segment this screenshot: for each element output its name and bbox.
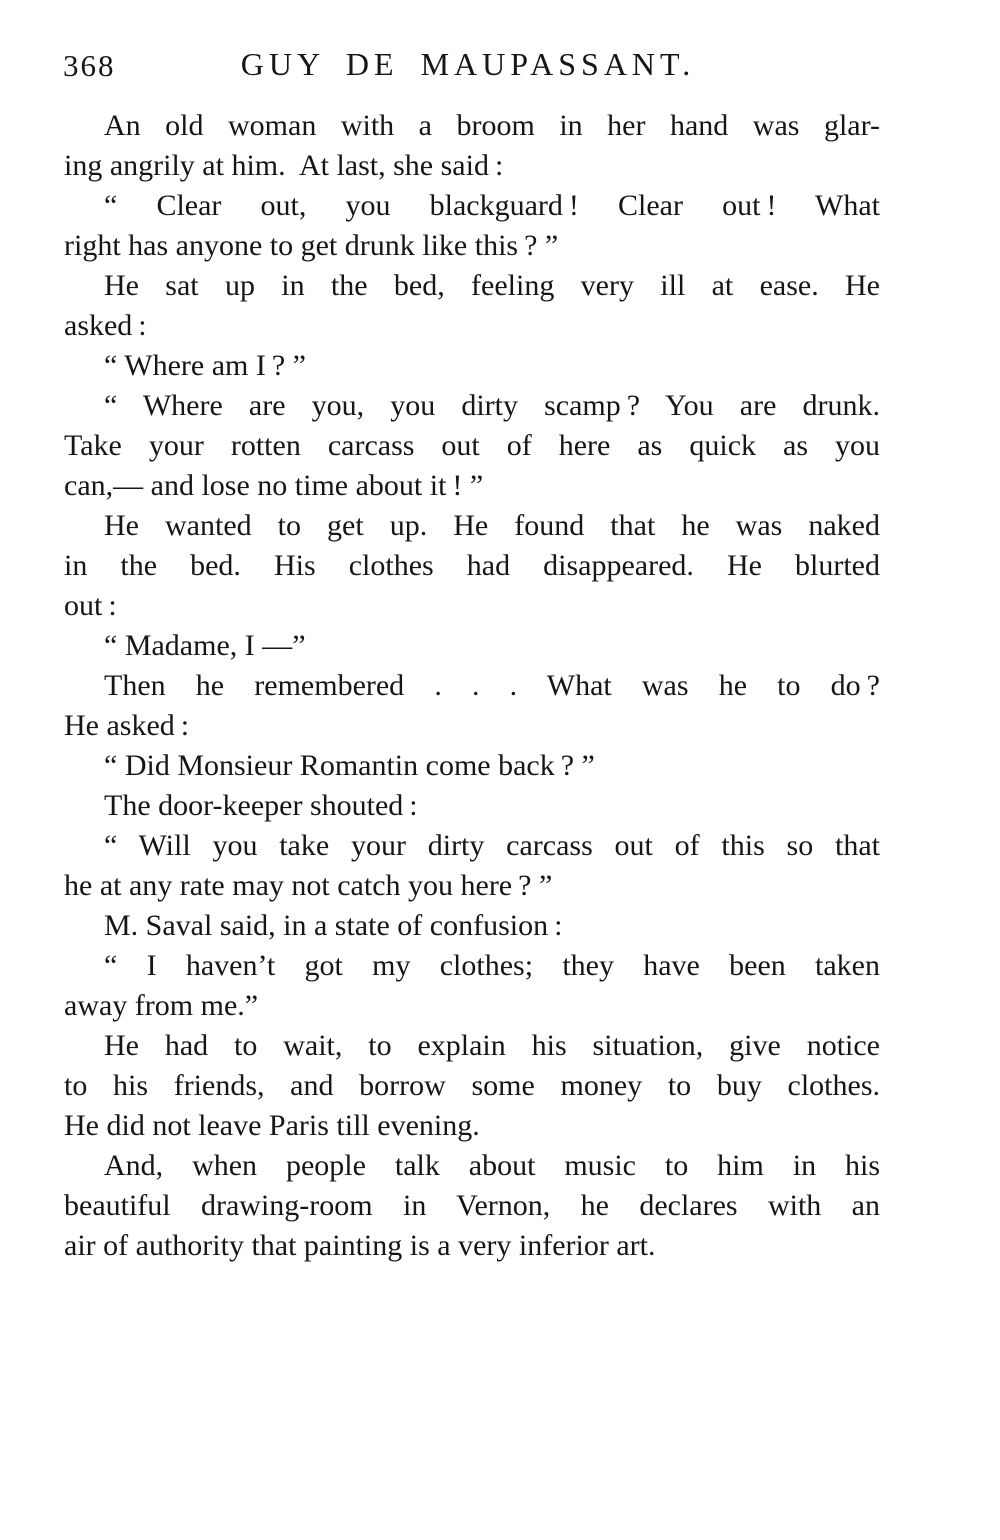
- text-line: Take your rotten carcass out of here as quick as you: [64, 429, 880, 462]
- paragraph: [64, 1146, 880, 1266]
- text-line: right has anyone to get drunk like this ? ”: [64, 229, 559, 262]
- paragraph: [64, 346, 880, 386]
- page-number: 368: [63, 48, 116, 83]
- text-line: The door-keeper shouted :: [104, 789, 418, 822]
- running-title: GUY DE MAUPASSANT.: [240, 46, 696, 82]
- text-line: air of authority that painting is a very inferior art.: [64, 1229, 656, 1262]
- text-line: “ Did Monsieur Romantin come back ? ”: [104, 749, 595, 782]
- paragraph: [64, 506, 880, 626]
- text-line: “ I haven’t got my clothes; they have been taken: [104, 949, 880, 982]
- text-line: And, when people talk about music to him in his: [104, 1149, 880, 1182]
- paragraph: [64, 106, 880, 186]
- paragraph: [64, 746, 880, 786]
- paragraph: [64, 186, 880, 266]
- text-line: Then he remembered . . . What was he to do ?: [104, 669, 880, 702]
- text-line: M. Saval said, in a state of confusion :: [104, 909, 563, 942]
- paragraph: [64, 626, 880, 666]
- text-line: away from me.”: [64, 989, 259, 1022]
- paragraph: [64, 666, 880, 746]
- text-line: “ Where am I ? ”: [104, 349, 306, 382]
- paragraph: [64, 1026, 880, 1146]
- text-line: An old woman with a broom in her hand was glar-: [104, 109, 880, 142]
- text-line: He sat up in the bed, feeling very ill at ease. He: [104, 269, 880, 302]
- paragraph: [64, 946, 880, 1026]
- paragraph: [64, 826, 880, 906]
- paragraph: [64, 786, 880, 826]
- text-line: asked :: [64, 309, 147, 342]
- body-text: [64, 106, 880, 1266]
- text-line: He did not leave Paris till evening.: [64, 1109, 480, 1142]
- text-line: ing angrily at him. At last, she said :: [64, 149, 504, 182]
- text-line: out :: [64, 589, 117, 622]
- text-line: in the bed. His clothes had disappeared. He blurted: [64, 549, 880, 582]
- text-line: to his friends, and borrow some money to buy clothes.: [64, 1069, 880, 1102]
- text-line: “ Where are you, you dirty scamp ? You are drunk.: [104, 389, 880, 422]
- text-line: He asked :: [64, 709, 190, 742]
- text-line: “ Clear out, you blackguard ! Clear out ! What: [104, 189, 880, 222]
- text-line: can,— and lose no time about it ! ”: [64, 469, 484, 502]
- paragraph: [64, 266, 880, 346]
- paragraph: [64, 386, 880, 506]
- text-line: “ Will you take your dirty carcass out of this so that: [104, 829, 880, 862]
- running-head: [0, 46, 936, 90]
- text-line: “ Madame, I —”: [104, 629, 306, 662]
- text-line: beautiful drawing-room in Vernon, he declares with an: [64, 1189, 880, 1222]
- paragraph: [64, 906, 880, 946]
- text-line: He had to wait, to explain his situation, give notice: [104, 1029, 880, 1062]
- text-line: He wanted to get up. He found that he was naked: [104, 509, 880, 542]
- text-line: he at any rate may not catch you here ? ”: [64, 869, 553, 902]
